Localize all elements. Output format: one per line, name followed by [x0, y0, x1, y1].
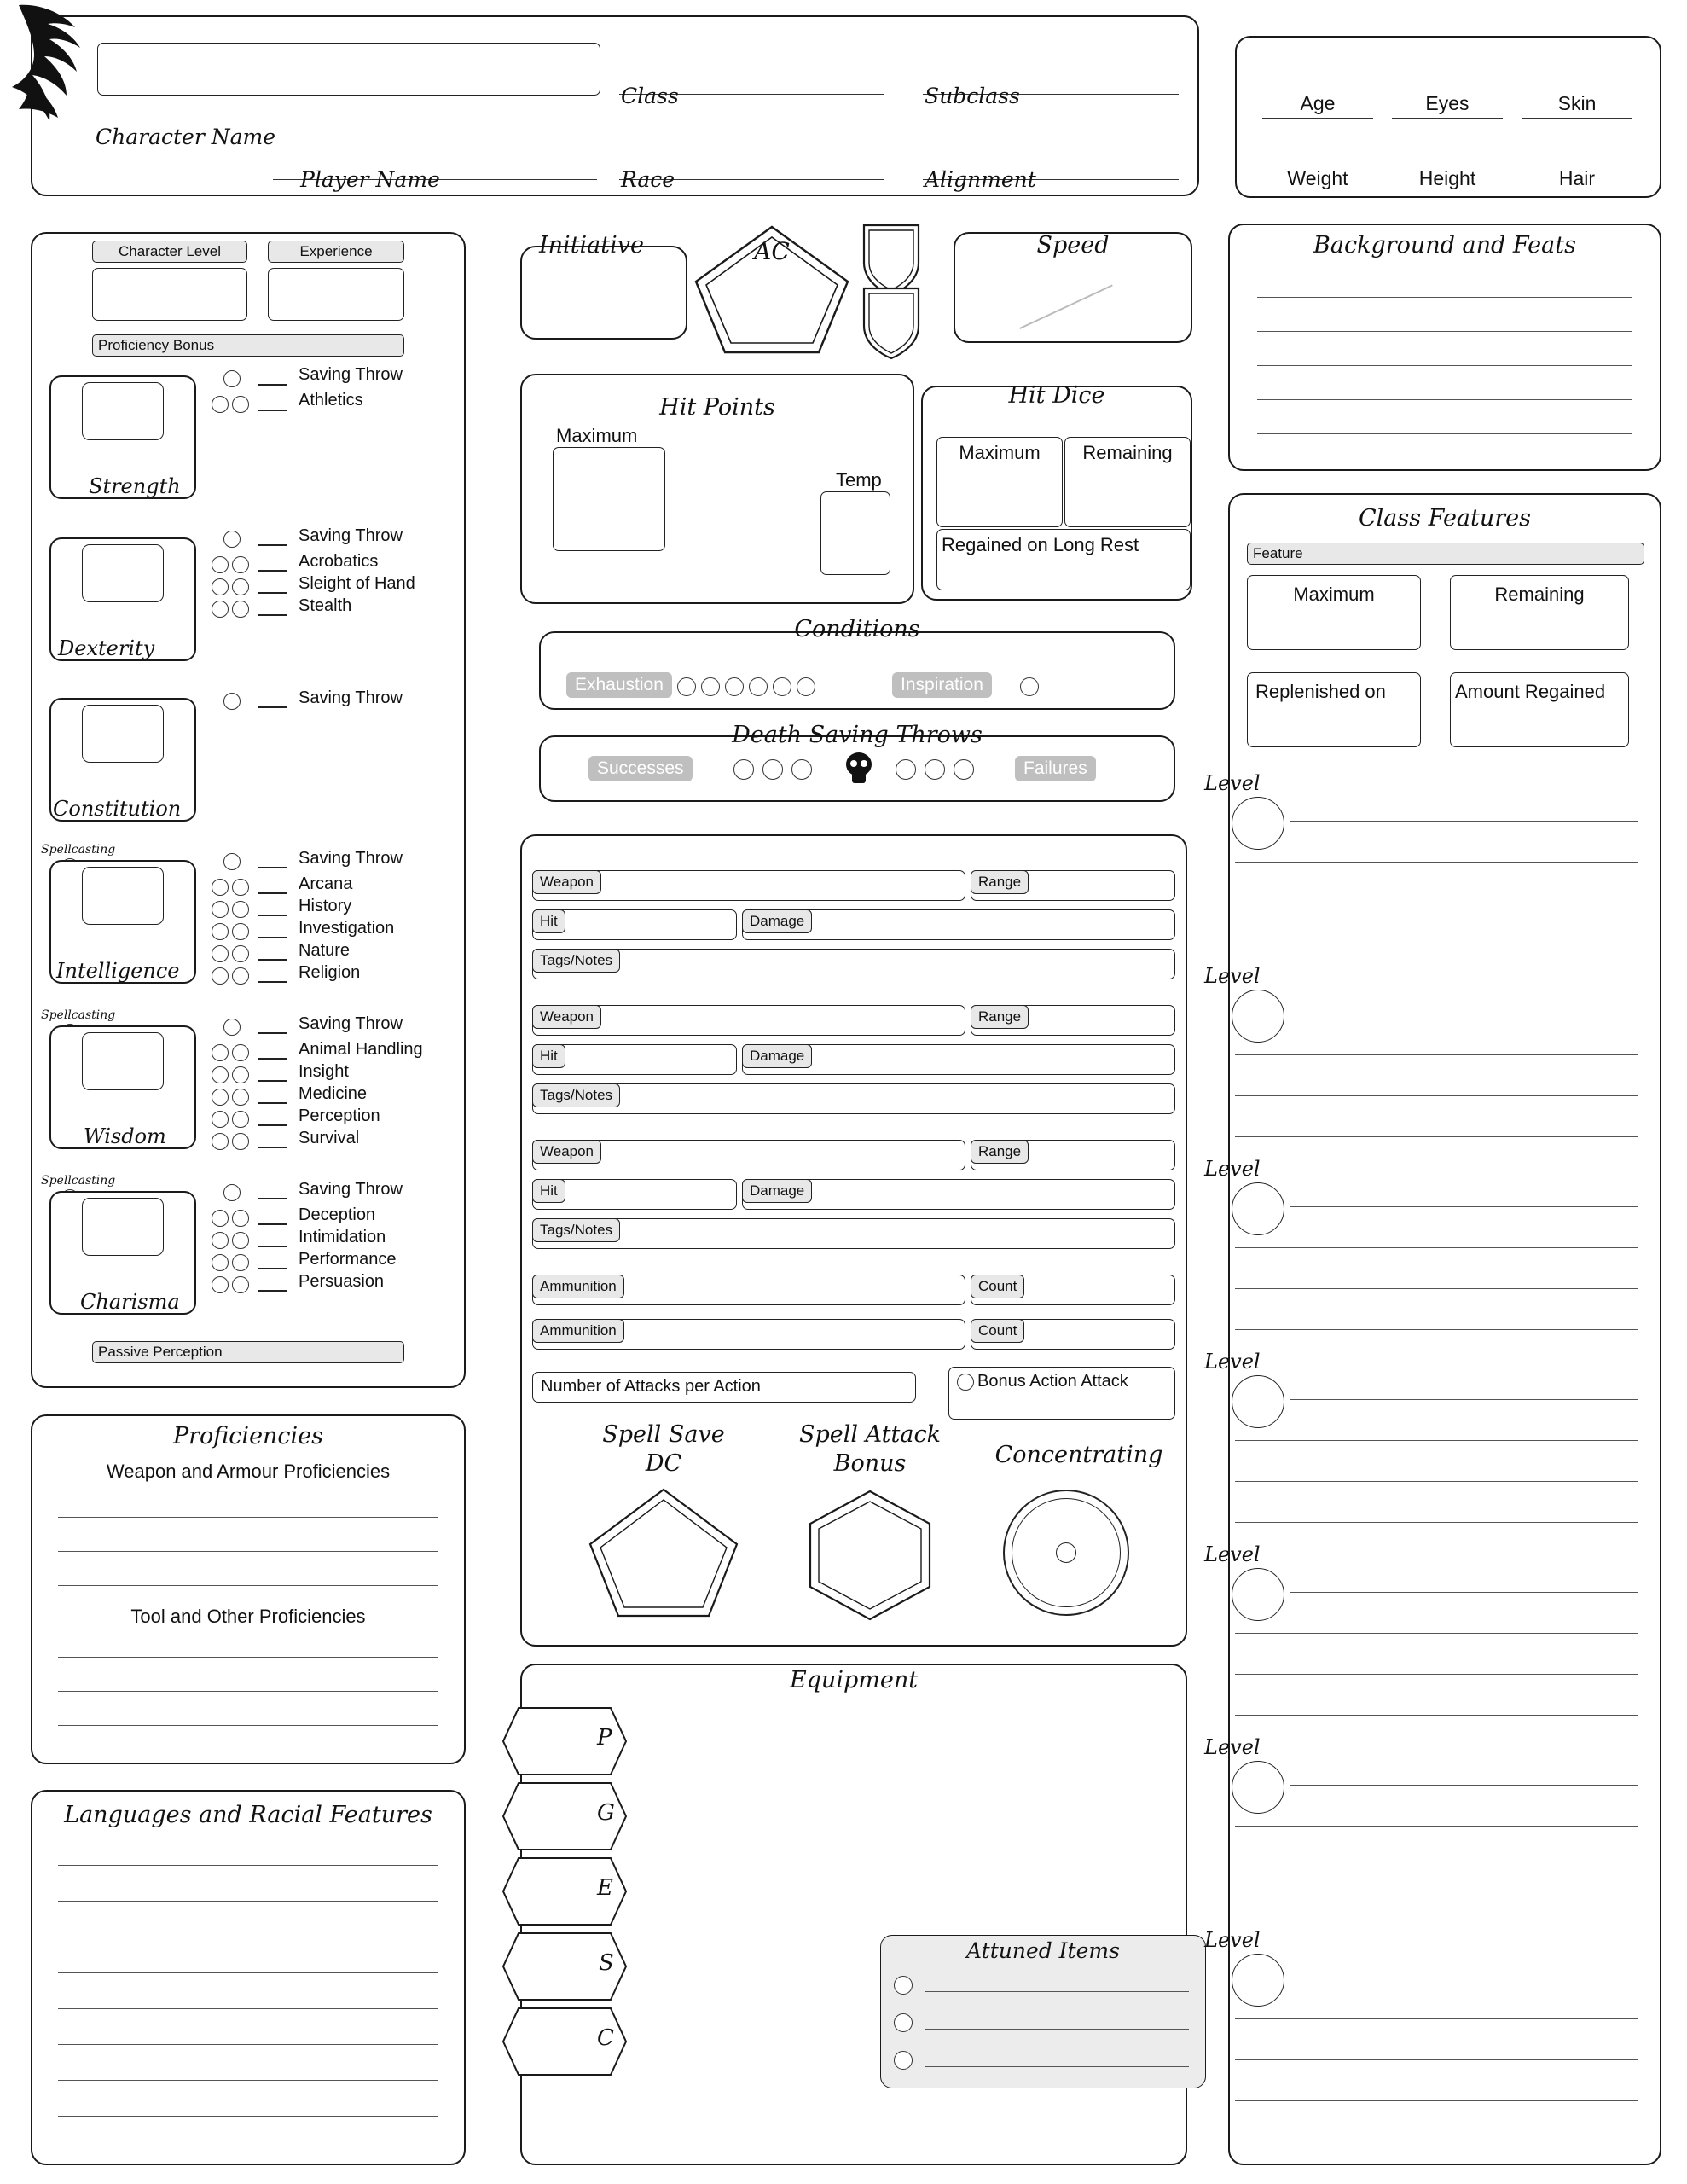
insight-pip-2[interactable]	[232, 1066, 249, 1083]
level-block-1-circle[interactable]	[1232, 797, 1284, 850]
hit-dice-title: Hit Dice	[1008, 382, 1105, 409]
level-block-6-circle[interactable]	[1232, 1761, 1284, 1814]
ability-wisdom-name: Wisdom	[84, 1124, 166, 1148]
proficiencies-title: Proficiencies	[172, 1423, 324, 1449]
currency-electrum-letter: E	[597, 1875, 613, 1901]
level-block-2-line-4[interactable]	[1235, 1136, 1638, 1137]
class-feature-maximum-label: Maximum	[1293, 584, 1375, 605]
background-feats-line-1[interactable]	[1257, 297, 1632, 298]
ability-constitution-name: Constitution	[53, 797, 182, 821]
level-block-5-line-3[interactable]	[1235, 1674, 1638, 1675]
death-save-failure-pip-2[interactable]	[925, 759, 945, 780]
ability-wisdom-score-input[interactable]	[82, 1032, 164, 1090]
initiative-panel[interactable]	[520, 246, 687, 340]
weapon-proficiency-line-2[interactable]	[58, 1551, 438, 1552]
weapon-1-damage-label: Damage	[742, 909, 812, 933]
constitution-saving-throw-pip[interactable]	[223, 693, 241, 710]
performance-pip-1[interactable]	[212, 1254, 229, 1271]
bonus-action-attack-label: Bonus Action Attack	[977, 1372, 1128, 1391]
insight-dash	[258, 1080, 287, 1082]
tool-proficiency-line-1[interactable]	[58, 1657, 438, 1658]
ability-strength-score-input[interactable]	[82, 382, 164, 440]
charisma-saving-throw-dash	[258, 1198, 287, 1199]
weapon-2-range-label: Range	[971, 1005, 1029, 1029]
equipment-title: Equipment	[789, 1667, 919, 1693]
insight-pip-1[interactable]	[212, 1066, 229, 1083]
investigation-pip-2[interactable]	[232, 923, 249, 940]
survival-label: Survival	[299, 1129, 360, 1147]
weapon-1-range-label: Range	[971, 870, 1029, 894]
exhaustion-pip-3[interactable]	[725, 677, 744, 696]
attuned-item-2-pip[interactable]	[894, 2013, 913, 2032]
intimidation-dash	[258, 1246, 287, 1247]
eyes-label: Eyes	[1425, 92, 1470, 114]
charisma-saving-throw-pip[interactable]	[223, 1184, 241, 1201]
alignment-label: Alignment	[925, 167, 1036, 192]
dexterity-saving-throw-pip[interactable]	[223, 531, 241, 548]
passive-perception-label: Passive Perception	[92, 1341, 404, 1363]
weapon-2-label: Weapon	[532, 1005, 601, 1029]
ability-charisma-name: Charisma	[80, 1290, 180, 1314]
languages-line-6[interactable]	[58, 2044, 438, 2045]
hit-dice-maximum-label: Maximum	[959, 442, 1041, 463]
skin-label: Skin	[1557, 92, 1597, 114]
hp-temp-input[interactable]	[820, 491, 890, 575]
languages-line-5[interactable]	[58, 2008, 438, 2009]
acrobatics-pip-1[interactable]	[212, 556, 229, 573]
hp-maximum-input[interactable]	[553, 447, 665, 551]
eyes-line[interactable]	[1392, 118, 1503, 119]
death-save-success-pip-3[interactable]	[791, 759, 812, 780]
persuasion-pip-2[interactable]	[232, 1276, 249, 1293]
ammunition-2-label: Ammunition	[532, 1319, 624, 1343]
experience-input[interactable]	[268, 268, 404, 321]
speed-label: Speed	[1036, 232, 1110, 258]
ability-strength-name: Strength	[89, 474, 181, 498]
hp-maximum-label: Maximum	[556, 425, 638, 446]
medicine-pip-2[interactable]	[232, 1089, 249, 1106]
performance-label: Performance	[299, 1250, 397, 1269]
currency-copper-letter: C	[597, 2025, 614, 2051]
medicine-label: Medicine	[299, 1084, 368, 1103]
class-feature-remaining-label: Remaining	[1494, 584, 1585, 605]
attuned-item-3-line[interactable]	[925, 2066, 1189, 2067]
class-feature-replenished-label: Replenished on	[1255, 681, 1386, 702]
animal-handling-pip-1[interactable]	[212, 1044, 229, 1061]
ammunition-2-count-label: Count	[971, 1319, 1024, 1343]
character-level-label: Character Level	[92, 241, 247, 263]
acrobatics-pip-2[interactable]	[232, 556, 249, 573]
exhaustion-pip-5[interactable]	[773, 677, 791, 696]
performance-dash	[258, 1268, 287, 1269]
investigation-pip-1[interactable]	[212, 923, 229, 940]
hit-dice-regained-label: Regained on Long Rest	[942, 534, 1139, 555]
languages-line-8[interactable]	[58, 2116, 438, 2117]
class-features-title: Class Features	[1359, 505, 1531, 531]
level-block-1-label: Level	[1204, 771, 1261, 795]
exhaustion-pip-1[interactable]	[677, 677, 696, 696]
character-level-input[interactable]	[92, 268, 247, 321]
player-name-label: Player Name	[300, 167, 440, 192]
weight-label: Weight	[1287, 167, 1348, 189]
sleight-of-hand-label: Sleight of Hand	[299, 574, 415, 593]
shield-icon-bottom[interactable]	[860, 283, 923, 360]
death-save-failure-pip-3[interactable]	[954, 759, 974, 780]
sleight-of-hand-dash	[258, 592, 287, 594]
age-label: Age	[1300, 92, 1336, 114]
level-block-2-line-2[interactable]	[1235, 1054, 1638, 1055]
level-block-6-line-1[interactable]	[1290, 1785, 1638, 1786]
weapon-armour-proficiencies-label: Weapon and Armour Proficiencies	[106, 1461, 391, 1482]
spell-save-dc-shape[interactable]	[587, 1484, 740, 1621]
animal-handling-dash	[258, 1058, 287, 1060]
languages-line-2[interactable]	[58, 1901, 438, 1902]
stealth-pip-2[interactable]	[232, 601, 249, 618]
weapon-3-hit-label: Hit	[532, 1179, 565, 1203]
weapon-2-damage-label: Damage	[742, 1044, 812, 1068]
arcana-pip-2[interactable]	[232, 879, 249, 896]
attuned-items-title: Attuned Items	[966, 1938, 1120, 1963]
tool-other-proficiencies-label: Tool and Other Proficiencies	[130, 1606, 366, 1627]
weapon-3-notes-label: Tags/Notes	[532, 1218, 620, 1242]
weapon-2-hit-label: Hit	[532, 1044, 565, 1068]
spell-attack-label-line2: Bonus	[833, 1450, 907, 1477]
deception-dash	[258, 1223, 287, 1225]
currency-platinum-letter: P	[597, 1725, 612, 1751]
wisdom-saving-throw-label: Saving Throw	[299, 1014, 403, 1033]
intelligence-spellcasting-label: Spellcasting	[41, 843, 116, 857]
persuasion-pip-1[interactable]	[212, 1276, 229, 1293]
tool-proficiency-line-3[interactable]	[58, 1725, 438, 1726]
exhaustion-pip-6[interactable]	[797, 677, 815, 696]
languages-title: Languages and Racial Features	[64, 1802, 432, 1828]
history-pip-2[interactable]	[232, 901, 249, 918]
arcana-pip-1[interactable]	[212, 879, 229, 896]
death-save-success-pip-2[interactable]	[762, 759, 783, 780]
performance-pip-2[interactable]	[232, 1254, 249, 1271]
perception-pip-2[interactable]	[232, 1111, 249, 1128]
strength-saving-throw-label: Saving Throw	[299, 365, 403, 384]
survival-pip-2[interactable]	[232, 1133, 249, 1150]
religion-pip-1[interactable]	[212, 967, 229, 985]
weapon-3-label: Weapon	[532, 1140, 601, 1164]
wisdom-spellcasting-label: Spellcasting	[41, 1008, 116, 1022]
level-block-1-line-1[interactable]	[1290, 821, 1638, 822]
weapon-proficiency-line-3[interactable]	[58, 1585, 438, 1586]
wisdom-saving-throw-pip[interactable]	[223, 1019, 241, 1036]
death-saves-successes-label: Successes	[588, 756, 693, 781]
weapon-3-notes-input[interactable]	[532, 1218, 1175, 1249]
level-block-7-label: Level	[1204, 1928, 1261, 1952]
wisdom-saving-throw-dash	[258, 1032, 287, 1034]
animal-handling-pip-2[interactable]	[232, 1044, 249, 1061]
ability-dexterity-score-input[interactable]	[82, 544, 164, 602]
hit-dice-remaining-label: Remaining	[1082, 442, 1173, 463]
level-block-3-circle[interactable]	[1232, 1182, 1284, 1235]
ability-intelligence-score-input[interactable]	[82, 867, 164, 925]
subclass-label: Subclass	[925, 84, 1020, 108]
religion-label: Religion	[299, 963, 361, 982]
background-feats-title: Background and Feats	[1313, 232, 1576, 258]
attuned-item-1-line[interactable]	[925, 1991, 1189, 1992]
level-block-5-line-4[interactable]	[1235, 1715, 1638, 1716]
level-block-4-circle[interactable]	[1232, 1375, 1284, 1428]
weapon-2-notes-label: Tags/Notes	[532, 1083, 620, 1107]
experience-label: Experience	[268, 241, 404, 263]
intelligence-saving-throw-dash	[258, 867, 287, 868]
level-block-3-line-1[interactable]	[1290, 1206, 1638, 1207]
weapon-1-notes-input[interactable]	[532, 949, 1175, 979]
background-feats-line-2[interactable]	[1257, 331, 1632, 332]
conditions-panel	[539, 631, 1175, 710]
weapon-1-hit-label: Hit	[532, 909, 565, 933]
arcana-label: Arcana	[299, 874, 353, 893]
deception-pip-1[interactable]	[212, 1210, 229, 1227]
persuasion-label: Persuasion	[299, 1272, 385, 1291]
acrobatics-dash	[258, 570, 287, 572]
exhaustion-pip-2[interactable]	[701, 677, 720, 696]
level-block-7-circle[interactable]	[1232, 1954, 1284, 2007]
concentrating-center-dot[interactable]	[1056, 1542, 1076, 1563]
nature-label: Nature	[299, 941, 351, 960]
ability-dexterity-name: Dexterity	[58, 636, 155, 660]
stealth-dash	[258, 614, 287, 616]
level-block-2-label: Level	[1204, 964, 1261, 988]
intimidation-pip-2[interactable]	[232, 1232, 249, 1249]
concentrating-label: Concentrating	[994, 1442, 1163, 1468]
armor-class-label: AC	[754, 237, 790, 265]
spell-attack-bonus-shape[interactable]	[802, 1486, 938, 1623]
age-line[interactable]	[1262, 118, 1373, 119]
weapon-2-notes-input[interactable]	[532, 1083, 1175, 1114]
animal-handling-label: Animal Handling	[299, 1040, 423, 1059]
death-saving-throws-title: Death Saving Throws	[732, 722, 983, 748]
currency-silver-letter: S	[599, 1950, 614, 1976]
medicine-pip-1[interactable]	[212, 1089, 229, 1106]
spell-save-dc-label-line1: Spell Save	[602, 1421, 725, 1448]
languages-line-4[interactable]	[58, 1972, 438, 1973]
skin-line[interactable]	[1522, 118, 1632, 119]
medicine-dash	[258, 1102, 287, 1104]
background-feats-line-5[interactable]	[1257, 433, 1632, 434]
languages-line-1[interactable]	[58, 1865, 438, 1866]
stealth-pip-1[interactable]	[212, 601, 229, 618]
history-label: History	[299, 897, 352, 915]
level-block-5-label: Level	[1204, 1542, 1261, 1566]
religion-dash	[258, 981, 287, 983]
arcana-dash	[258, 892, 287, 894]
level-block-3-line-3[interactable]	[1235, 1288, 1638, 1289]
conditions-title: Conditions	[794, 616, 920, 642]
investigation-label: Investigation	[299, 919, 395, 938]
height-label: Height	[1418, 167, 1476, 189]
level-block-5-line-2[interactable]	[1235, 1633, 1638, 1634]
class-label: Class	[621, 84, 679, 108]
spell-attack-label-line1: Spell Attack	[799, 1421, 941, 1448]
hp-temp-label: Temp	[836, 469, 882, 491]
constitution-saving-throw-label: Saving Throw	[299, 688, 403, 707]
level-block-4-label: Level	[1204, 1350, 1261, 1374]
death-save-failure-pip-1[interactable]	[896, 759, 916, 780]
level-block-3-line-2[interactable]	[1235, 1247, 1638, 1248]
weapon-1-notes-label: Tags/Notes	[532, 949, 620, 973]
character-name-label: Character Name	[96, 125, 276, 149]
level-block-5-circle[interactable]	[1232, 1568, 1284, 1621]
weapon-3-range-label: Range	[971, 1140, 1029, 1164]
ability-charisma-score-input[interactable]	[82, 1198, 164, 1256]
initiative-label: Initiative	[539, 232, 644, 258]
level-block-2-line-3[interactable]	[1235, 1095, 1638, 1096]
nature-pip-2[interactable]	[232, 945, 249, 962]
inspiration-pip-1[interactable]	[1020, 677, 1039, 696]
deception-pip-2[interactable]	[232, 1210, 249, 1227]
level-block-4-line-3[interactable]	[1235, 1481, 1638, 1482]
bonus-action-attack-pip[interactable]	[957, 1374, 974, 1391]
level-block-7-line-4[interactable]	[1235, 2100, 1638, 2101]
attacks-per-action-label: Number of Attacks per Action	[541, 1377, 761, 1396]
level-block-3-line-4[interactable]	[1235, 1329, 1638, 1330]
level-block-1-line-2[interactable]	[1235, 862, 1638, 863]
character-name-input[interactable]	[97, 43, 600, 96]
ability-constitution-score-input[interactable]	[82, 705, 164, 763]
level-block-6-line-2[interactable]	[1235, 1826, 1638, 1827]
inspiration-label: Inspiration	[892, 672, 992, 698]
perception-label: Perception	[299, 1107, 380, 1125]
race-label: Race	[621, 167, 675, 192]
investigation-dash	[258, 937, 287, 938]
constitution-saving-throw-dash	[258, 706, 287, 708]
athletics-pip-2[interactable]	[232, 396, 249, 413]
deception-label: Deception	[299, 1205, 376, 1224]
intelligence-saving-throw-pip[interactable]	[223, 853, 241, 870]
attuned-item-1-pip[interactable]	[894, 1976, 913, 1995]
sleight-of-hand-pip-1[interactable]	[212, 578, 229, 595]
level-block-6-label: Level	[1204, 1735, 1261, 1759]
level-block-5-line-1[interactable]	[1290, 1592, 1638, 1593]
history-dash	[258, 915, 287, 916]
level-block-7-line-3[interactable]	[1235, 2059, 1638, 2060]
perception-pip-1[interactable]	[212, 1111, 229, 1128]
survival-dash	[258, 1147, 287, 1148]
intimidation-pip-1[interactable]	[212, 1232, 229, 1249]
nature-pip-1[interactable]	[212, 945, 229, 962]
spell-save-dc-label-line2: DC	[645, 1450, 682, 1477]
ability-intelligence-name: Intelligence	[56, 959, 180, 983]
strength-saving-throw-dash	[258, 384, 287, 386]
ammunition-1-count-label: Count	[971, 1275, 1024, 1298]
tool-proficiency-line-2[interactable]	[58, 1691, 438, 1692]
death-save-success-pip-1[interactable]	[733, 759, 754, 780]
survival-pip-1[interactable]	[212, 1133, 229, 1150]
attuned-item-3-pip[interactable]	[894, 2051, 913, 2070]
weapon-proficiency-line-1[interactable]	[58, 1517, 438, 1518]
athletics-label: Athletics	[299, 391, 363, 410]
athletics-dash	[258, 410, 287, 411]
class-feature-amount-regained-label: Amount Regained	[1455, 681, 1606, 702]
religion-pip-2[interactable]	[232, 967, 249, 985]
dexterity-saving-throw-label: Saving Throw	[299, 526, 403, 545]
charisma-saving-throw-label: Saving Throw	[299, 1180, 403, 1199]
weapon-3-damage-label: Damage	[742, 1179, 812, 1203]
exhaustion-label: Exhaustion	[566, 672, 672, 698]
skull-icon	[844, 751, 873, 787]
sleight-of-hand-pip-2[interactable]	[232, 578, 249, 595]
stealth-label: Stealth	[299, 596, 352, 615]
dexterity-saving-throw-dash	[258, 544, 287, 546]
background-feats-line-3[interactable]	[1257, 365, 1632, 366]
level-block-4-line-2[interactable]	[1235, 1440, 1638, 1441]
currency-gold-letter: G	[597, 1800, 615, 1826]
insight-label: Insight	[299, 1062, 349, 1081]
attuned-item-2-line[interactable]	[925, 2029, 1189, 2030]
acrobatics-label: Acrobatics	[299, 552, 379, 571]
charisma-spellcasting-label: Spellcasting	[41, 1174, 116, 1188]
level-block-7-line-2[interactable]	[1235, 2018, 1638, 2019]
level-block-3-label: Level	[1204, 1157, 1261, 1181]
exhaustion-pip-4[interactable]	[749, 677, 768, 696]
weapon-1-label: Weapon	[532, 870, 601, 894]
persuasion-dash	[258, 1290, 287, 1292]
background-feats-line-4[interactable]	[1257, 399, 1632, 400]
languages-panel	[31, 1790, 466, 2165]
perception-dash	[258, 1124, 287, 1126]
strength-saving-throw-pip[interactable]	[223, 370, 241, 387]
nature-dash	[258, 959, 287, 961]
hit-points-title: Hit Points	[659, 394, 775, 421]
proficiency-bonus-label: Proficiency Bonus	[92, 334, 404, 357]
languages-line-7[interactable]	[58, 2080, 438, 2081]
intimidation-label: Intimidation	[299, 1228, 386, 1246]
intelligence-saving-throw-label: Saving Throw	[299, 849, 403, 868]
class-feature-name-label: Feature	[1247, 543, 1644, 565]
history-pip-1[interactable]	[212, 901, 229, 918]
level-block-2-circle[interactable]	[1232, 990, 1284, 1043]
ammunition-1-label: Ammunition	[532, 1275, 624, 1298]
athletics-pip-1[interactable]	[212, 396, 229, 413]
hair-label: Hair	[1558, 167, 1596, 189]
level-block-4-line-4[interactable]	[1235, 1522, 1638, 1523]
death-saves-failures-label: Failures	[1015, 756, 1096, 781]
level-block-4-line-1[interactable]	[1290, 1399, 1638, 1400]
